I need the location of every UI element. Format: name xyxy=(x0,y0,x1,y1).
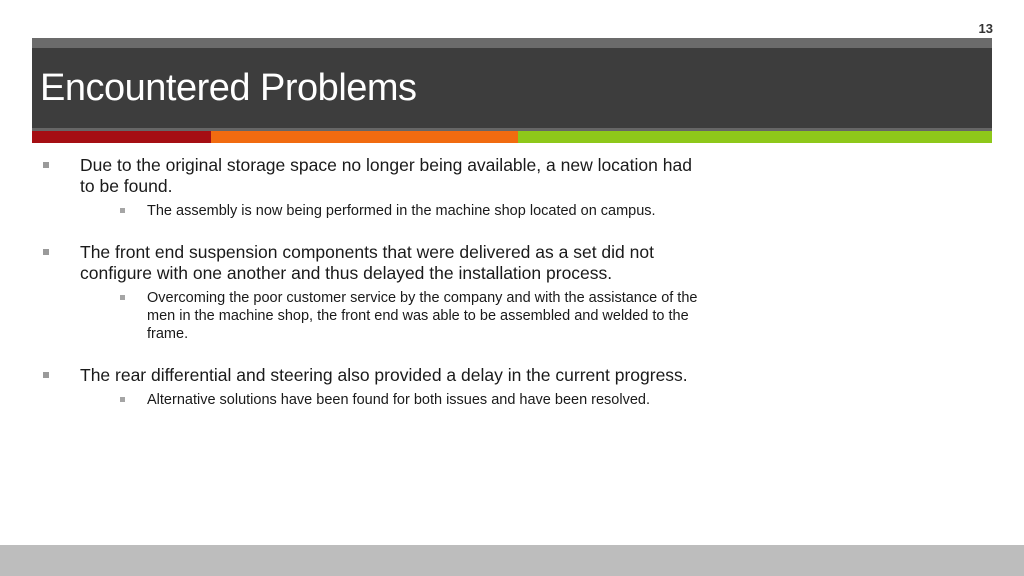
bullet-level-2 xyxy=(40,202,700,220)
bullet-level-2 xyxy=(40,391,700,409)
bullet-level-1 xyxy=(40,365,700,386)
bullet-level-1 xyxy=(40,242,700,284)
bullet-block xyxy=(40,155,700,220)
title-bar xyxy=(32,48,992,130)
accent-orange-segment xyxy=(211,131,518,143)
square-bullet-icon xyxy=(43,162,49,168)
sub-bullet-text: The assembly is now being performed in the machine shop located on campus. xyxy=(147,203,656,219)
accent-red-segment xyxy=(32,131,211,143)
bullet-text: The front end suspension components that were delivered as a set did not configure with one another and thus delayed the installation process. xyxy=(80,242,654,283)
square-bullet-icon xyxy=(120,208,125,213)
slide-number: 13 xyxy=(978,21,993,36)
bullet-level-2 xyxy=(40,289,700,343)
bullet-text: Due to the original storage space no longer being available, a new location had to be found. xyxy=(80,155,692,196)
accent-green-segment xyxy=(518,131,992,143)
bullet-text: The rear differential and steering also provided a delay in the current progress. xyxy=(80,365,688,385)
bullet-block xyxy=(40,365,700,409)
sub-bullet-text: Alternative solutions have been found for both issues and have been resolved. xyxy=(147,392,651,408)
square-bullet-icon xyxy=(120,397,125,402)
title-bar-top-stripe xyxy=(32,38,992,48)
footer-bar xyxy=(0,545,1024,576)
square-bullet-icon xyxy=(43,372,49,378)
slide-content xyxy=(40,155,700,431)
sub-bullet-text: Overcoming the poor customer service by the company and with the assistance of the men in the machine shop, the front end was able to be assembled and welded to the frame. xyxy=(147,290,698,342)
accent-strip xyxy=(32,131,992,143)
square-bullet-icon xyxy=(120,295,125,300)
bullet-level-1 xyxy=(40,155,700,197)
square-bullet-icon xyxy=(43,249,49,255)
slide-title: Encountered Problems xyxy=(40,67,417,109)
bullet-block xyxy=(40,242,700,343)
